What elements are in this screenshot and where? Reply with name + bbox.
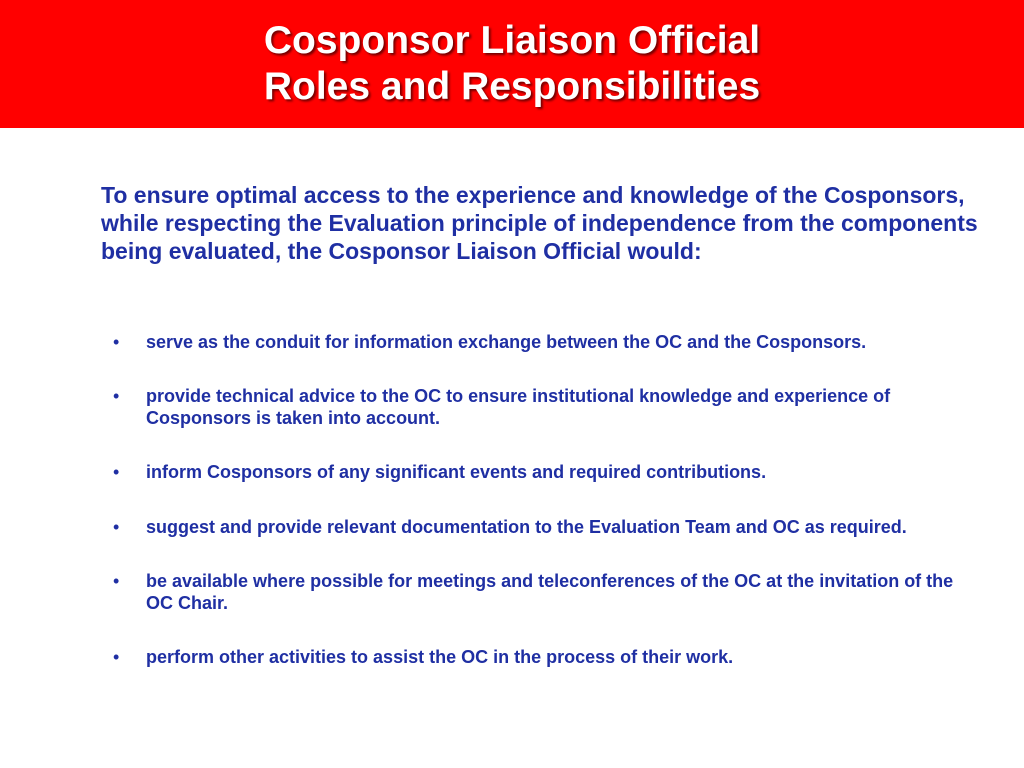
intro-paragraph: To ensure optimal access to the experience and knowledge of the Cosponsors, while respecting the Evaluation principle of independence from the components being evaluated, the Cosponsor Liaison Official would: [101, 182, 978, 264]
list-item-text: perform other activities to assist the OC in the process of their work. [146, 647, 734, 667]
list-item [113, 646, 983, 668]
bullet-icon: • [113, 386, 120, 406]
slide-title-line-2: Roles and Responsibilities [263, 65, 761, 108]
bullet-icon: • [113, 517, 120, 537]
list-item [113, 516, 983, 538]
list-item-text: inform Cosponsors of any significant events and required contributions. [146, 462, 767, 482]
bullet-icon: • [113, 462, 120, 482]
bullet-icon: • [113, 571, 120, 591]
list-item-text: suggest and provide relevant documentation to the Evaluation Team and OC as required. [146, 517, 907, 537]
list-item-text: provide technical advice to the OC to ensure institutional knowledge and experience of Cosponsors is taken into account. [146, 386, 891, 428]
slide-title-line-1: Cosponsor Liaison Official [263, 19, 761, 62]
title-bar [0, 0, 1024, 128]
list-item [113, 331, 983, 353]
list-item [113, 461, 983, 483]
list-item [113, 385, 983, 429]
bullet-icon: • [113, 647, 120, 667]
list-item-text: be available where possible for meetings and teleconferences of the OC at the invitation of the OC Chair. [146, 571, 954, 613]
responsibilities-list [113, 331, 983, 700]
bullet-icon: • [113, 332, 120, 352]
list-item-text: serve as the conduit for information exchange between the OC and the Cosponsors. [146, 332, 867, 352]
list-item [113, 570, 983, 614]
